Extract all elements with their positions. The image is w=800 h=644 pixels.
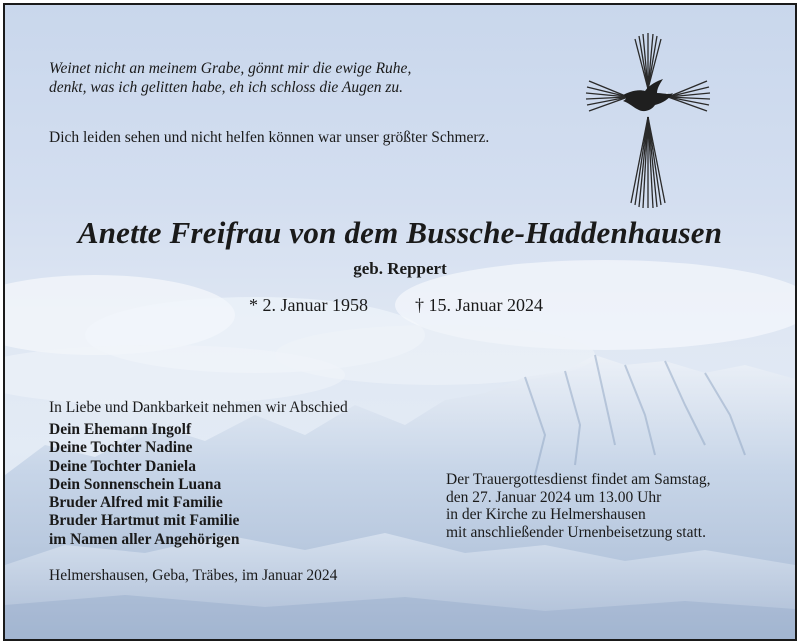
service-line: den 27. Januar 2024 um 13.00 Uhr [446,488,662,506]
mourner: im Namen aller Angehörigen [49,530,240,548]
quote-line: denkt, was ich gelitten habe, eh ich schloss die Augen zu. [49,79,403,96]
mourner: Dein Sonnenschein Luana [49,475,222,493]
service-line: in der Kirche zu Helmershausen [446,506,646,523]
mourner: Bruder Hartmut mit Familie [49,512,240,530]
mourner: Deine Tochter Daniela [49,457,196,475]
service-info [446,471,710,541]
sorrow-line: Dich leiden sehen und nicht helfen können war unser größter Schmerz. [49,129,490,146]
death-date: † 15. Januar 2024 [415,295,543,315]
mourner: Dein Ehemann Ingolf [49,421,192,438]
place-date: Helmershausen, Geba, Träbes, im Januar 2024 [49,567,338,584]
quote-line: Weinet nicht an meinem Grabe, gönnt mir die ewige Ruhe, [49,60,412,77]
quote [49,59,411,97]
deceased-name: Anette Freifrau von dem Bussche-Haddenhausen [77,215,723,250]
maiden-name: geb. Reppert [353,259,447,278]
birth-date: * 2. Januar 1958 [249,295,368,315]
mourner: Bruder Alfred mit Familie [49,494,223,512]
farewell-intro: In Liebe und Dankbarkeit nehmen wir Abschied [49,399,348,416]
obituary-card [3,3,797,641]
cross-with-dove-icon [583,31,713,209]
mourner: Deine Tochter Nadine [49,439,193,457]
service-line: mit anschließender Urnenbeisetzung statt. [446,523,706,541]
mourners-list [49,421,239,549]
service-line: Der Trauergottesdienst findet am Samstag, [446,471,711,488]
